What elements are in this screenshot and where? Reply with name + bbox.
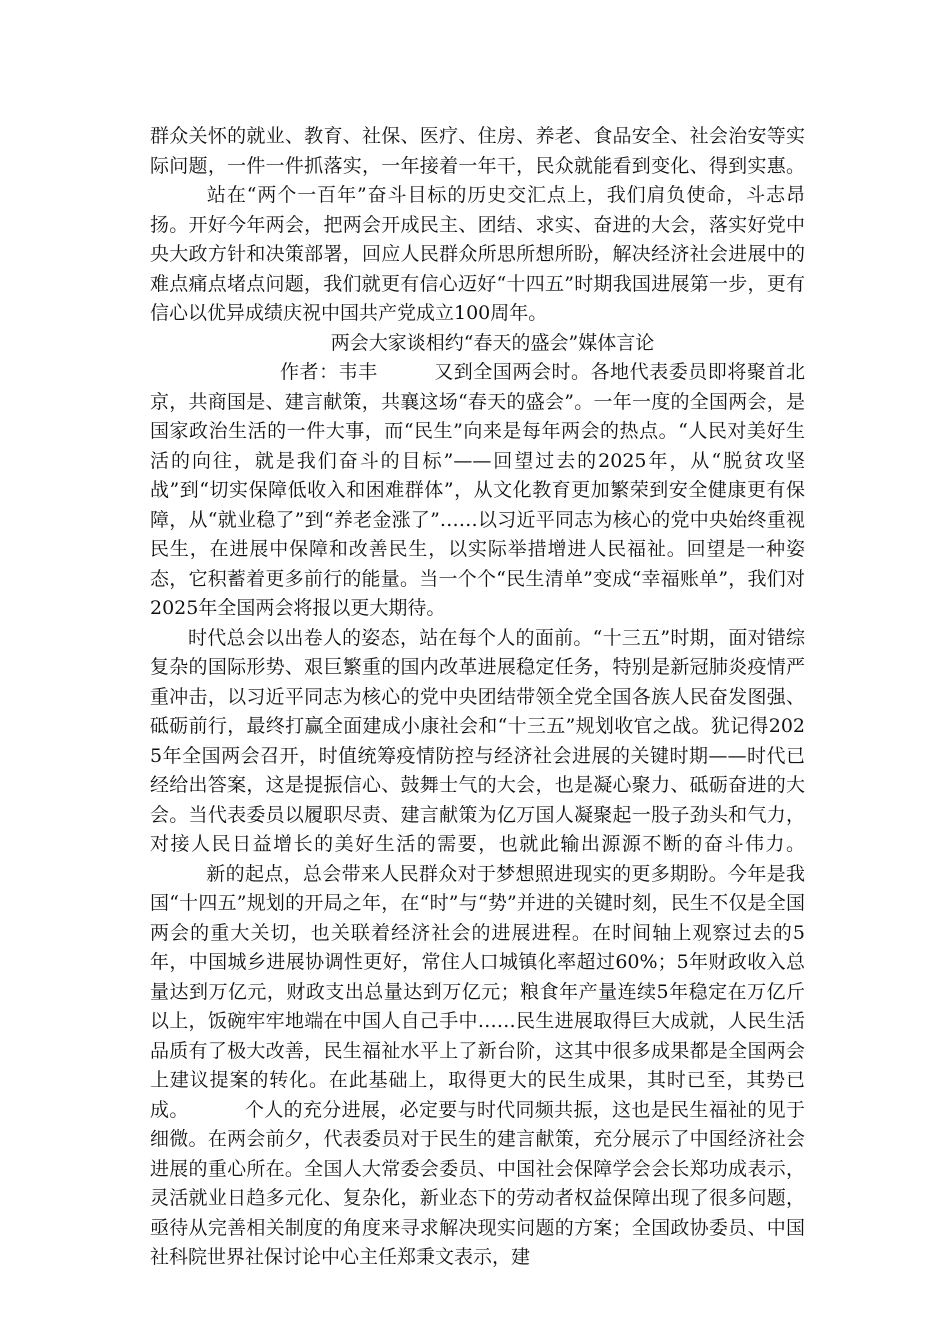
paragraph-3-part-1: 时代总会以出卷人的姿态，站在每个人的面前。“十三五”时期，面对错综复杂的国际形势、艰巨繁重的国内改革进展稳定任务，特别是新冠肺炎疫情严重冲击，以习近平同志为核心的党中央团结带领全党全国各族人民奋发图强、砥砺前行，最终打赢全面建成小康社会和“十三五”规划收官之战。犹记得2025年全国两会召开，时值统筹疫情防控与经济社会进展的关键时期——时代已经给出答案，这是提振信心、鼓舞士气的大会，也是凝心聚力、砥砺奋进的大会。当代表委员以履职尽责、建言献策为亿万国人凝聚起一股子劲头和气力，对接人民日益增长的美好生活的需要，也就此输出源源不断的奋斗伟力。 bbox=[150, 626, 805, 855]
paragraph-3-part-3: 个人的充分进展，必定要与时代同频共振，这也是民生福祉的见于细微。在两会前夕，代表委员对于民生的建言献策，充分展示了中国经济社会进展的重心所在。全国人大常委会委员、中国社会保障学会会长郑功成表示，灵活就业日趋多元化、复杂化，新业态下的劳动者权益保障出现了很多问题，亟待从完善相关制度的角度来寻求解决现实问题的方案；全国政协委员、中国社科院世界社保讨论中心主任郑秉文表示，建 bbox=[150, 1098, 805, 1268]
article-title: 两会大家谈相约“春天的盛会”媒体言论 bbox=[330, 331, 655, 354]
document-page bbox=[150, 122, 805, 1273]
paragraph-1 bbox=[150, 122, 805, 329]
paragraph-2-text: 又到全国两会时。各地代表委员即将聚首北京，共商国是、建言献策，共襄这场“春天的盛会”。一年一度的全国两会，是国家政治生活的一件大事，而“民生”向来是每年两会的热点。“人民对美好生活的向往，就是我们奋斗的目标”——回望过去的2025年，从“脱贫攻坚战”到“切实保障低收入和困难群体”，从文化教育更加繁荣到安全健康更有保障，从“就业稳了”到“养老金涨了”……以习近平同志为核心的党中央始终重视民生，在进展中保障和改善民生，以实际举措增进人民福祉。回望是一种姿态，它积蓄着更多前行的能量。当一个个“民生清单”变成“幸福账单”，我们对2025年全国两会将报以更大期待。 bbox=[150, 361, 805, 619]
paragraph-1-part-2: 站在“两个一百年”奋斗目标的历史交汇点上，我们肩负使命，斗志昂扬。开好今年两会，把两会开成民主、团结、求实、奋进的大会，落实好党中央大政方针和决策部署，回应人民群众所思所想所盼，解决经济社会进展中的难点痛点堵点问题，我们就更有信心迈好“十四五”时期我国进展第一步，更有信心以优异成绩庆祝中国共产党成立100周年。 bbox=[150, 184, 805, 324]
paragraph-3 bbox=[150, 624, 805, 1273]
author-byline: 作者：韦丰 bbox=[280, 361, 378, 383]
paragraph-2 bbox=[150, 358, 805, 624]
paragraph-3-part-2: 新的起点，总会带来人民群众对于梦想照进现实的更多期盼。今年是我国“十四五”规划的开局之年，在“时”与“势”并进的关键时刻，民生不仅是全国两会的重大关切，也关联着经济社会的进展进程。在时间轴上观察过去的5年，中国城乡进展协调性更好，常住人口城镇化率超过60%；5年财政收入总量达到万亿元，财政支出总量达到万亿元；粮食年产量连续5年稳定在万亿斤以上，饭碗牢牢地端在中国人自己手中……民生进展取得巨大成就，人民生活品质有了极大改善，民生福祉水平上了新台阶，这其中很多成果都是全国两会上建议提案的转化。在此基础上，取得更大的民生成果，其时已至，其势已成。 bbox=[150, 862, 805, 1121]
paragraph-1-part-1: 群众关怀的就业、教育、社保、医疗、住房、养老、食品安全、社会治安等实际问题，一件一件抓落实，一年接着一年干，民众就能看到变化、得到实惠。 bbox=[150, 125, 805, 177]
